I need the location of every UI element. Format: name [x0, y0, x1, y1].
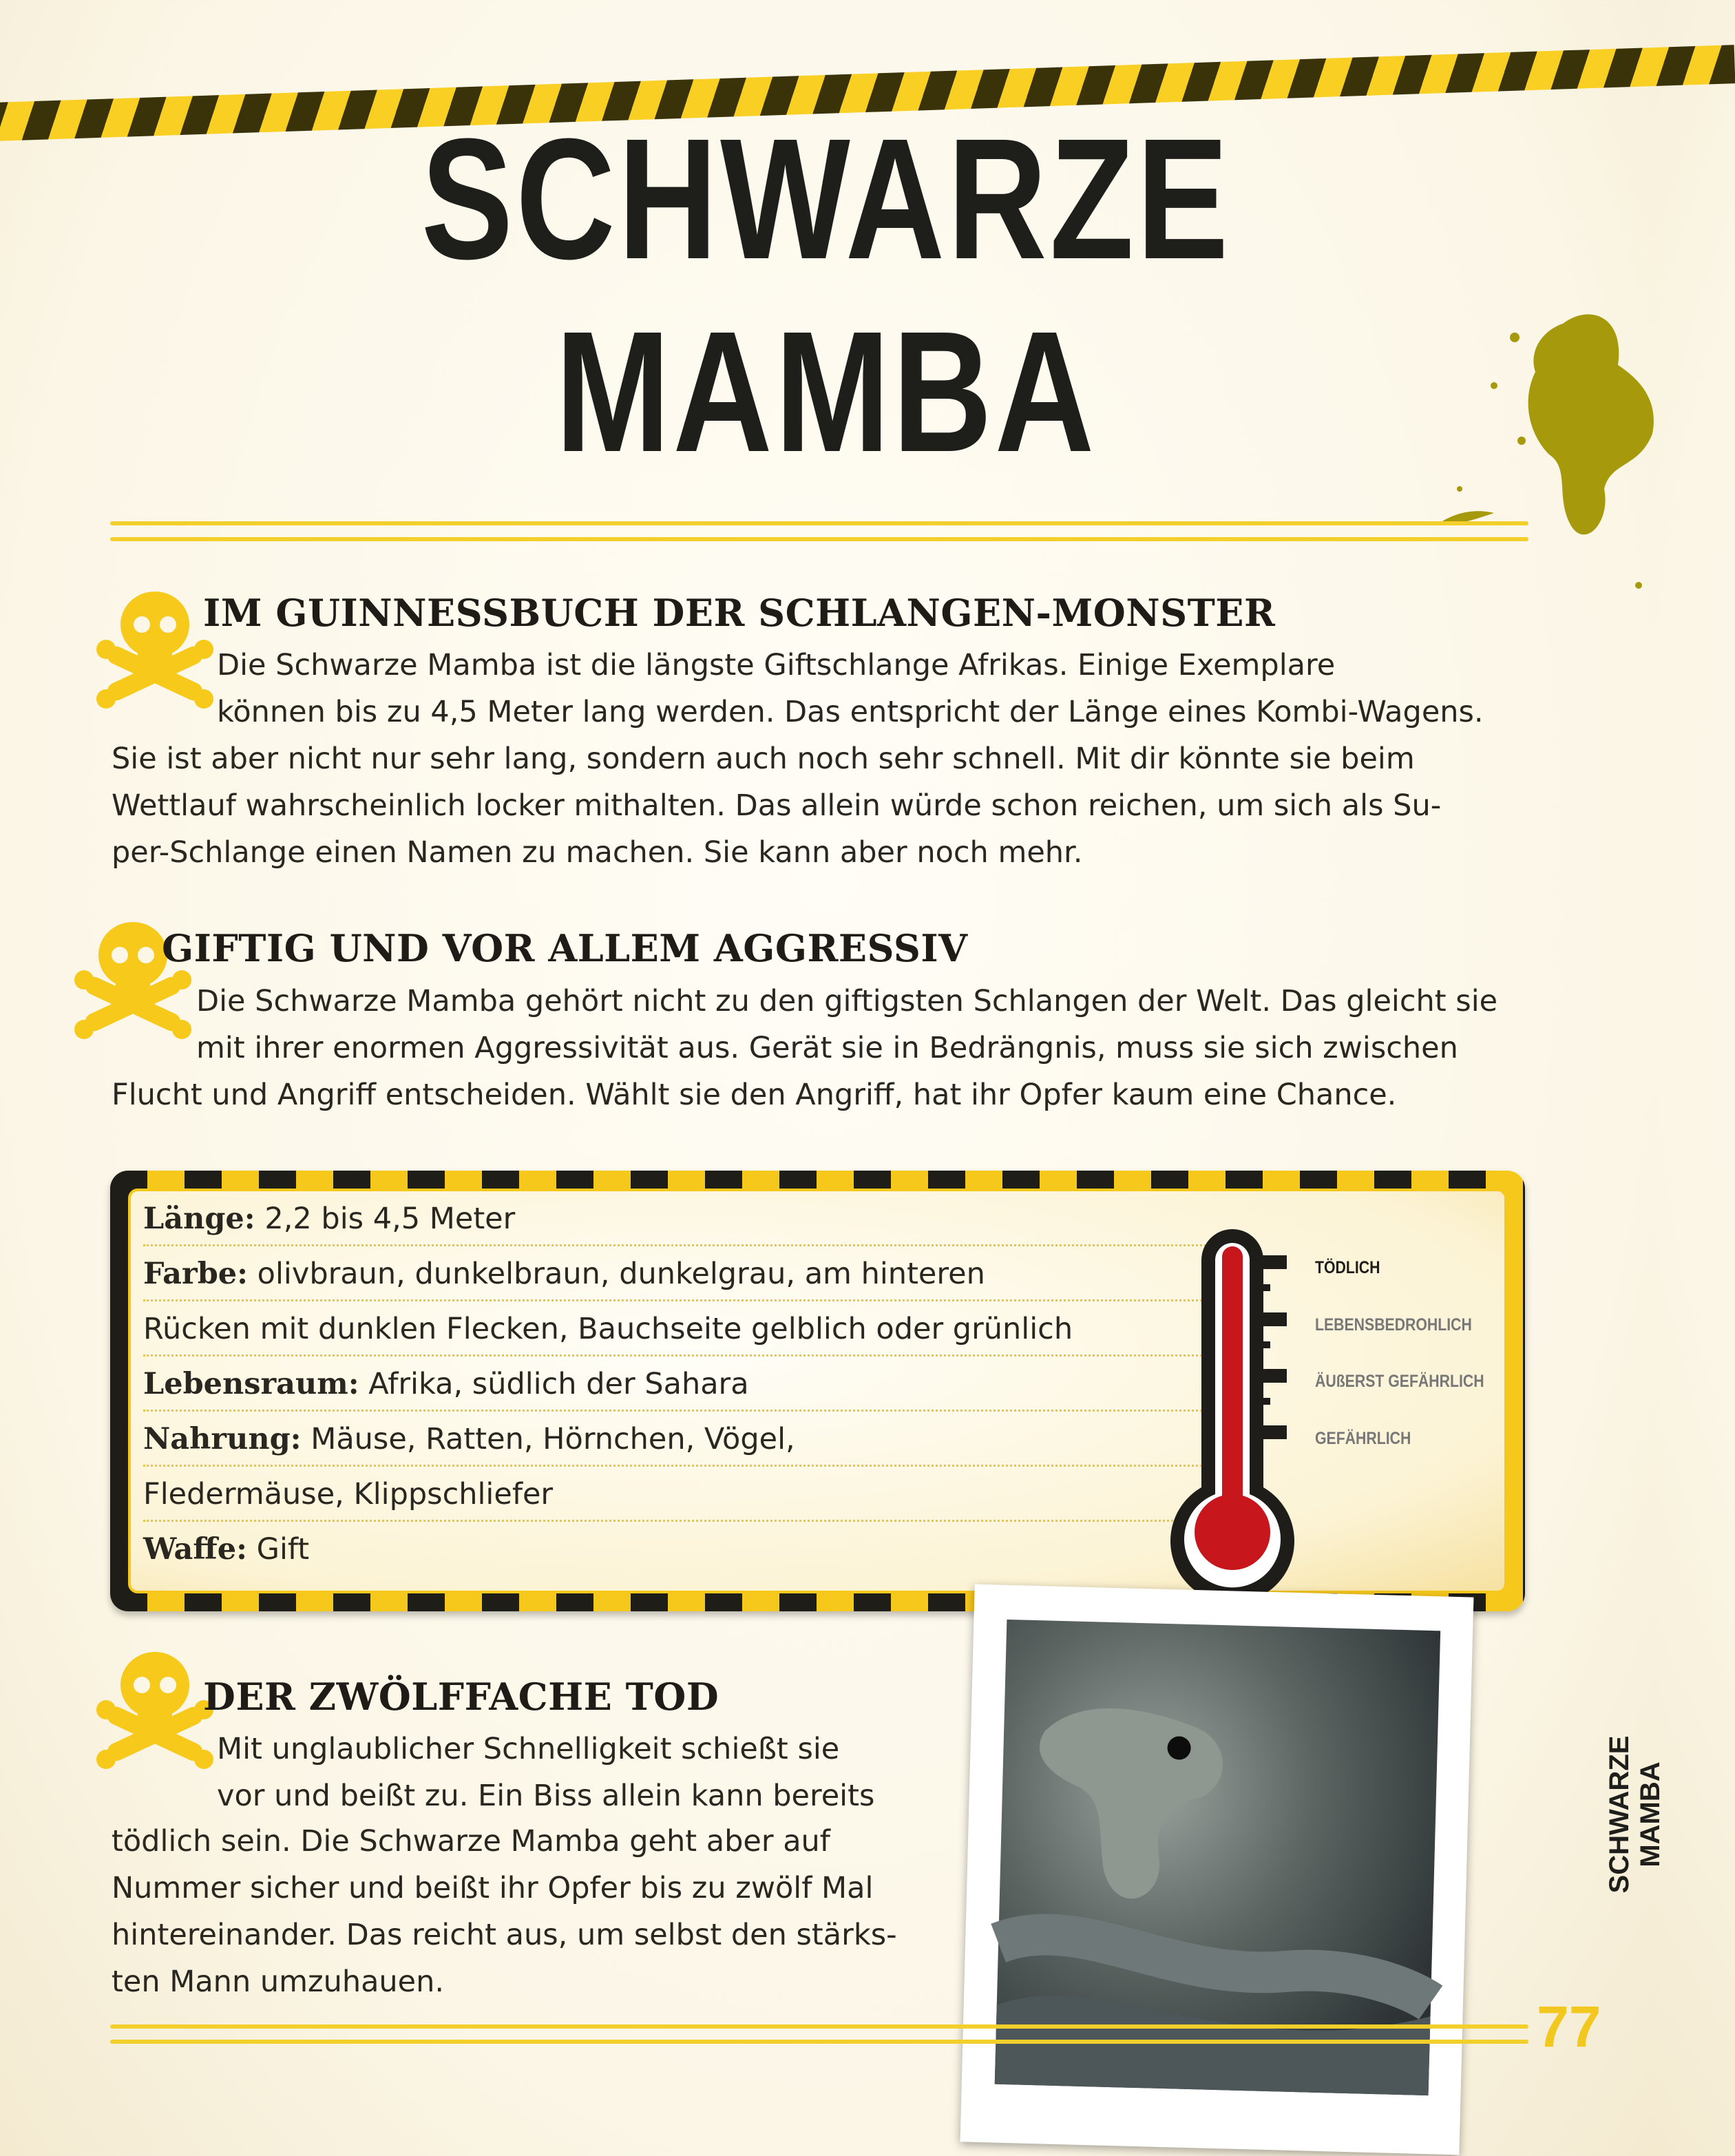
section-heading: DER ZWÖLFFACHE TOD: [203, 1675, 719, 1719]
fact-row: Lebensraum: Afrika, südlich der Sahara: [143, 1357, 1252, 1412]
thermometer-icon: [1167, 1219, 1312, 1591]
body-line: Nummer sicher und beißt ihr Opfer bis zu zwölf Mal: [112, 1871, 874, 1905]
body-line: Die Schwarze Mamba gehört nicht zu den giftigsten Schlangen der Welt. Das gleicht sie: [196, 984, 1498, 1018]
body-line: per-Schlange einen Namen zu machen. Sie kann aber noch mehr.: [112, 835, 1083, 870]
divider: [110, 537, 1528, 541]
section-heading: IM GUINNESSBUCH DER SCHLANGEN-MONSTER: [203, 591, 1276, 635]
body-line: mit ihrer enormen Aggressivität aus. Gerät sie in Bedrängnis, muss sie sich zwischen: [196, 1031, 1458, 1065]
body-line: Mit unglaublicher Schnelligkeit schießt sie: [217, 1732, 840, 1766]
body-line: Sie ist aber nicht nur sehr lang, sondern auch noch sehr schnell. Mit dir könnte sie beim: [112, 742, 1415, 776]
body-line: hintereinander. Das reicht aus, um selbst den stärks-: [112, 1918, 897, 1952]
body-line: ten Mann umzuhauen.: [112, 1965, 445, 1999]
divider: [110, 2024, 1528, 2029]
body-line: Flucht und Angriff entscheiden. Wählt sie den Angriff, hat ihr Opfer kaum eine Chance.: [112, 1078, 1397, 1112]
fact-row: Länge: 2,2 bis 4,5 Meter: [143, 1191, 1252, 1246]
body-line: vor und beißt zu. Ein Biss allein kann bereits: [217, 1779, 875, 1813]
fact-row: Farbe: olivbraun, dunkelbraun, dunkelgrau, am hinteren: [143, 1246, 1252, 1301]
divider: [110, 2040, 1528, 2044]
danger-level-label: LEBENSBEDROHLICH: [1315, 1315, 1472, 1335]
title-line-2: MAMBA: [555, 296, 1097, 488]
danger-level-label: TÖDLICH: [1315, 1258, 1380, 1277]
fact-row: Fledermäuse, Klippschliefer: [143, 1467, 1252, 1522]
fact-row: Rücken mit dunklen Flecken, Bauchseite gelblich oder grünlich: [143, 1301, 1252, 1357]
section-heading: GIFTIG UND VOR ALLEM AGGRESSIV: [162, 926, 968, 970]
title-line-1: SCHWARZE: [421, 103, 1232, 295]
fact-row: Nahrung: Mäuse, Ratten, Hörnchen, Vögel,: [143, 1412, 1252, 1467]
divider: [110, 521, 1528, 525]
fact-box: [110, 1171, 1525, 1611]
skull-crossbones-icon: [96, 589, 213, 720]
body-line: Wettlauf wahrscheinlich locker mithalten. Das allein würde schon reichen, um sich als Su-: [112, 788, 1442, 823]
fact-row: Waffe: Gift: [143, 1532, 310, 1567]
snake-photo: [960, 1584, 1474, 2155]
body-line: Die Schwarze Mamba ist die längste Giftschlange Afrikas. Einige Exemplare: [217, 648, 1336, 682]
body-line: tödlich sein. Die Schwarze Mamba geht aber auf: [112, 1824, 830, 1859]
running-header: SCHWARZE MAMBA: [1604, 1735, 1665, 1894]
body-line: können bis zu 4,5 Meter lang werden. Das entspricht der Länge eines Kombi-Wagens.: [217, 695, 1484, 729]
page-number: 77: [1537, 1994, 1601, 2059]
danger-level-label: ÄUßERST GEFÄHRLICH: [1315, 1372, 1484, 1391]
danger-level-label: GEFÄHRLICH: [1315, 1429, 1411, 1448]
skull-crossbones-icon: [96, 1649, 213, 1780]
